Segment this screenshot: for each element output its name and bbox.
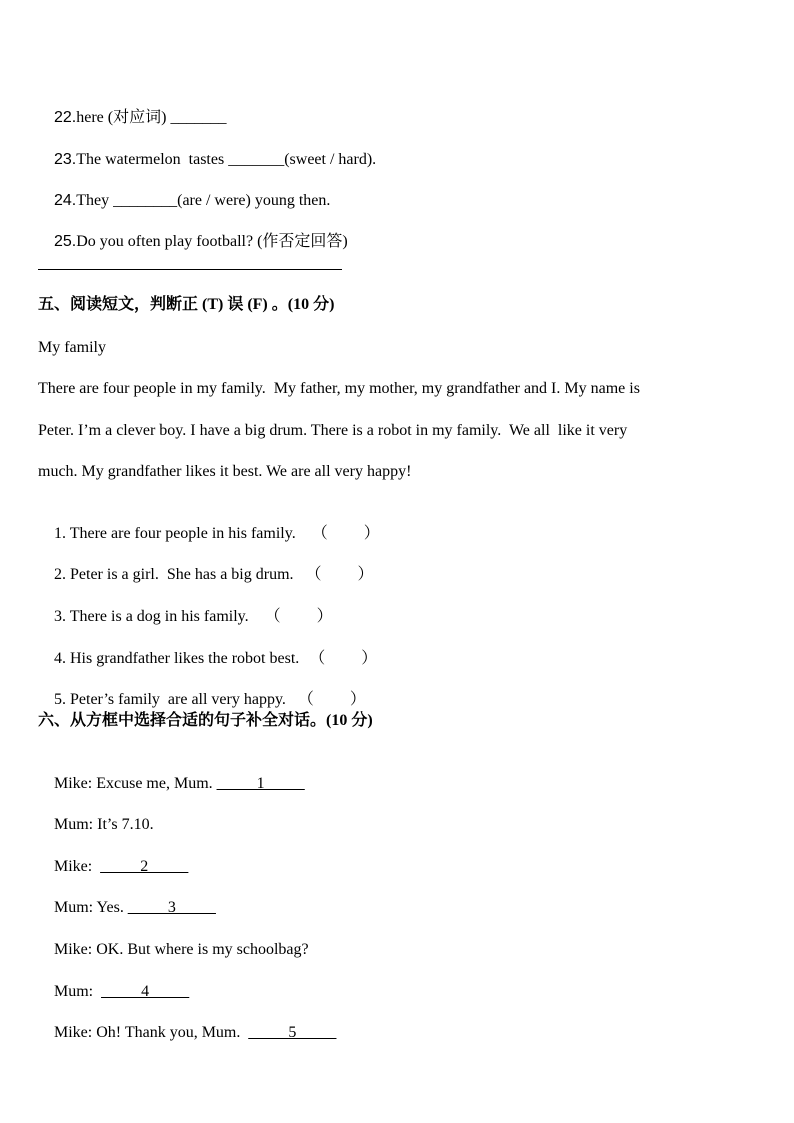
answer-parentheses[interactable]: （ ）: [309, 650, 378, 667]
dialogue-blank[interactable]: _____5_____: [248, 1024, 337, 1041]
answer-line-25[interactable]: [38, 269, 342, 270]
dialogue-text: Excuse me, Mum.: [92, 775, 217, 792]
dialogue-line-7: [38, 1003, 336, 1063]
question-options: (are / were) young then.: [177, 192, 331, 209]
dialogue-text: It’s 7.10.: [93, 816, 154, 833]
question-options: (sweet / hard).: [284, 151, 377, 168]
question-number: 24.: [54, 192, 77, 209]
answer-blank[interactable]: ________: [113, 192, 178, 209]
answer-parentheses[interactable]: （ ）: [311, 525, 380, 542]
dialogue-text: Oh! Thank you, Mum.: [92, 1024, 249, 1041]
answer-parentheses[interactable]: （ ）: [297, 691, 366, 708]
speaker: Mike:: [54, 775, 93, 792]
answer-parentheses[interactable]: （ ）: [264, 608, 333, 625]
dialogue-text: OK. But where is my schoolbag?: [92, 941, 309, 958]
dialogue-blank[interactable]: _____4_____: [101, 983, 190, 1000]
speaker: Mum:: [54, 816, 94, 833]
section-six-heading: 六、从方框中选择合适的句子补全对话。(10 分): [38, 712, 373, 729]
judge-item-text: 3. There is a dog in his family.: [54, 608, 249, 625]
answer-blank[interactable]: _______: [170, 109, 227, 126]
judge-item-text: 5. Peter’s family are all very happy.: [54, 691, 286, 708]
speaker: Mum:: [54, 899, 94, 916]
passage-line-3: much. My grandfather likes it best. We are all very happy!: [38, 463, 412, 480]
question-25: [38, 212, 348, 272]
question-text: The watermelon tastes: [76, 151, 229, 168]
dialogue-text: Yes.: [93, 899, 128, 916]
speaker: Mike:: [54, 858, 93, 875]
question-number: 23.: [54, 151, 77, 168]
judge-item-text: 4. His grandfather likes the robot best.: [54, 650, 300, 667]
dialogue-text: [93, 983, 101, 1000]
section-five-heading: 五、阅读短文，判断正 (T) 误 (F) 。(10 分): [38, 296, 335, 313]
question-number: 25.: [54, 233, 77, 250]
question-number: 22.: [54, 109, 77, 126]
question-text: here (对应词): [76, 109, 171, 126]
speaker: Mike:: [54, 941, 93, 958]
passage-line-1: There are four people in my family. My father, my mother, my grandfather and I. My name is: [38, 380, 640, 397]
speaker: Mike:: [54, 1024, 93, 1041]
question-text: They: [76, 192, 114, 209]
question-text: Do you often play football? (作否定回答): [76, 233, 348, 250]
dialogue-blank[interactable]: _____2_____: [100, 858, 189, 875]
speaker: Mum:: [54, 983, 94, 1000]
judge-item-text: 2. Peter is a girl. She has a big drum.: [54, 566, 294, 583]
passage-title: My family: [38, 339, 106, 356]
judge-item-text: 1. There are four people in his family.: [54, 525, 296, 542]
passage-line-2: Peter. I’m a clever boy. I have a big drum. There is a robot in my family. We all like it very: [38, 422, 628, 439]
answer-blank[interactable]: _______: [228, 151, 285, 168]
answer-parentheses[interactable]: （ ）: [305, 566, 374, 583]
dialogue-blank[interactable]: _____1_____: [216, 775, 305, 792]
dialogue-blank[interactable]: _____3_____: [127, 899, 216, 916]
